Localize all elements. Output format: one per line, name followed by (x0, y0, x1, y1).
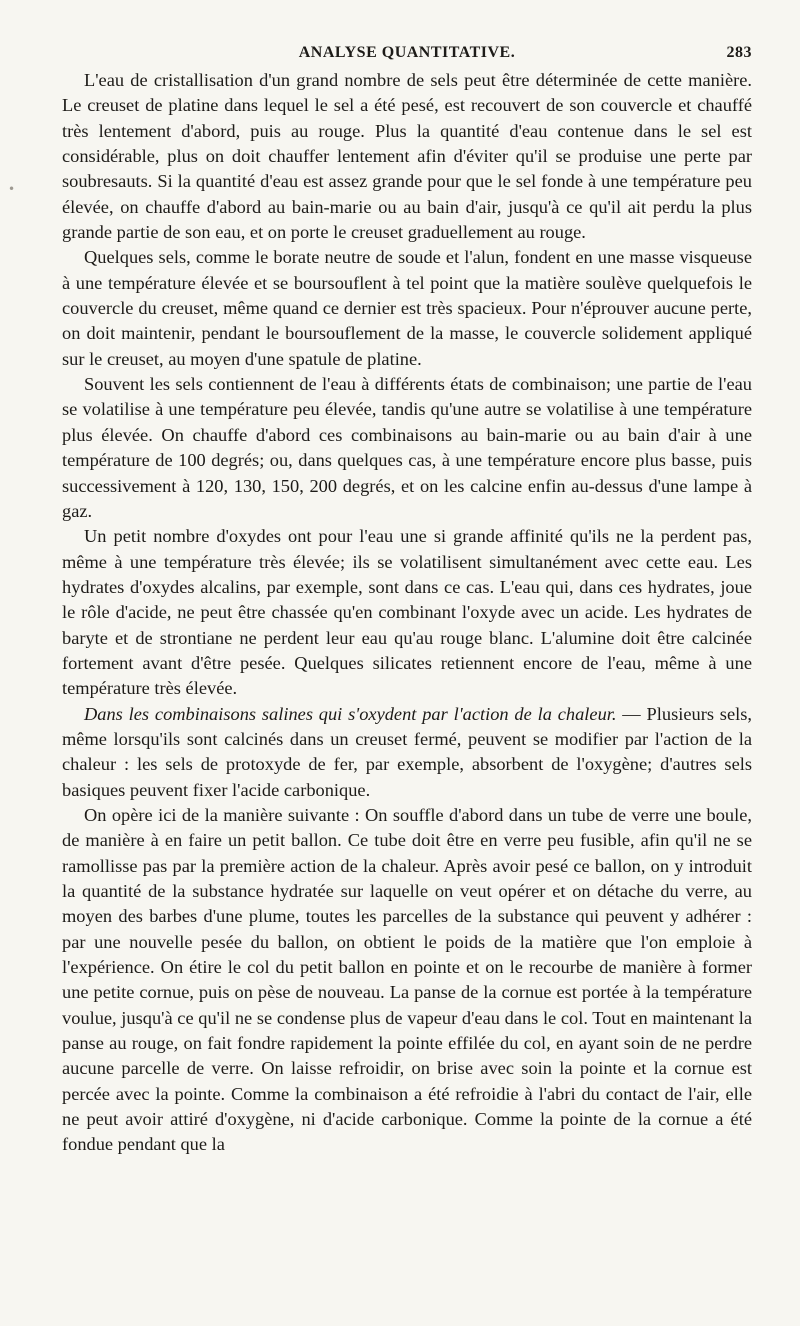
paragraph-3: Souvent les sels contiennent de l'eau à différents états de combinaison; une partie de l'eau se volatilise à une température peu élevée, tandis qu'une autre se volatilise à une température plus élevée. On chauffe d'abord ces combinaisons au bain-marie ou au bain d'air à une température de 100 degrés; ou, dans quelques cas, à une température encore plus basse, puis successivement à 120, 130, 150, 200 degrés, et on les calcine enfin au-dessus d'une lampe à gaz. (62, 374, 752, 521)
paragraph-6: On opère ici de la manière suivante : On souffle d'abord dans un tube de verre une boule, de manière à en faire un petit ballon. Ce tube doit être en verre peu fusible, afin qu'il ne se ramollisse pas par la première action de la chaleur. Après avoir pesé ce ballon, on y introduit la quantité de la substance hydratée sur laquelle on veut opérer et on détache du verre, au moyen des barbes d'une plume, toutes les parcelles de la substance qui peuvent y adhérer : par une nouvelle pesée du ballon, on obtient le poids de la matière que l'on emploie à l'expérience. On étire le col du petit ballon en pointe et on le recourbe de manière à former une petite cornue, puis on pèse de nouveau. La panse de la cornue est portée à la température voulue, jusqu'à ce qu'il ne se condense plus de vapeur d'eau dans le col. Tout en maintenant la panse au rouge, on fait fondre rapidement la pointe effilée du col, en ayant soin de ne perdre aucune parcelle de verre. On laisse refroidir, on brise avec soin la pointe et la cornue est percée avec la pointe. Comme la combinaison a été refroidie à l'abri du contact de l'air, elle ne peut avoir attiré d'oxygène, ni d'acide carbonique. Comme la pointe de la cornue a été fondue pendant que la (62, 804, 752, 1155)
section-heading: Dans les combinaisons salines qui s'oxydent par l'action de la chaleur. (84, 703, 617, 724)
section-dash: — (616, 703, 647, 724)
section-text: Plusieurs sels, même lorsqu'ils sont calcinés dans un creuset fermé, peuvent se modifier par l'action de la chaleur : les sels de protoxyde de fer, par exemple, absorbent de l'oxygène; d'autres sels basiques peuvent fixer l'acide carbonique. (62, 703, 752, 800)
running-title: ANALYSE QUANTITATIVE. (298, 44, 516, 61)
section-paragraph (62, 702, 752, 803)
page-header (62, 38, 752, 68)
margin-dot: • (8, 182, 16, 196)
paragraph-2: Quelques sels, comme le borate neutre de soude et l'alun, fondent en une masse visqueuse à une température élevée et se boursouflent à tel point que la matière soulève quelquefois le couvercle du creuset, même quand ce dernier est très spacieux. Pour n'éprouver aucune perte, on doit maintenir, pendant le boursouflement de la masse, le couvercle solidement appliqué sur le creuset, au moyen d'une spatule de platine. (62, 247, 752, 369)
paragraph-4: Un petit nombre d'oxydes ont pour l'eau une si grande affinité qu'ils ne la perdent pas, même à une température très élevée; ils se volatilisent simultanément avec cette eau. Les hydrates d'oxydes alcalins, par exemple, sont dans ce cas. L'eau qui, dans ces hydrates, joue le rôle d'acide, ne peut être chassée qu'en combinant l'oxyde avec un acide. Les hydrates de baryte et de strontiane ne perdent leur eau qu'au rouge blanc. L'alumine doit être calcinée fortement avant d'être pesée. Quelques silicates retiennent encore de l'eau, même à une température très élevée. (62, 526, 752, 699)
page-number: 283 (726, 44, 752, 61)
paragraph-1: L'eau de cristallisation d'un grand nombre de sels peut être déterminée de cette manière. Le creuset de platine dans lequel le sel a été pesé, est recouvert de son couvercle et chauffé très lentement d'abord, puis au rouge. Plus la quantité d'eau contenue dans le sel est considérable, plus on doit chauffer lentement afin d'éviter qu'il se produise une perte par soubresauts. Si la quantité d'eau est assez grande pour que le sel fonde à une température peu élevée, on chauffe d'abord au bain-marie ou au bain d'air, jusqu'à ce qu'il ait perdu la plus grande partie de son eau, et on porte le creuset graduellement au rouge. (62, 70, 752, 243)
book-page (62, 38, 752, 1158)
body-text (62, 68, 752, 1158)
